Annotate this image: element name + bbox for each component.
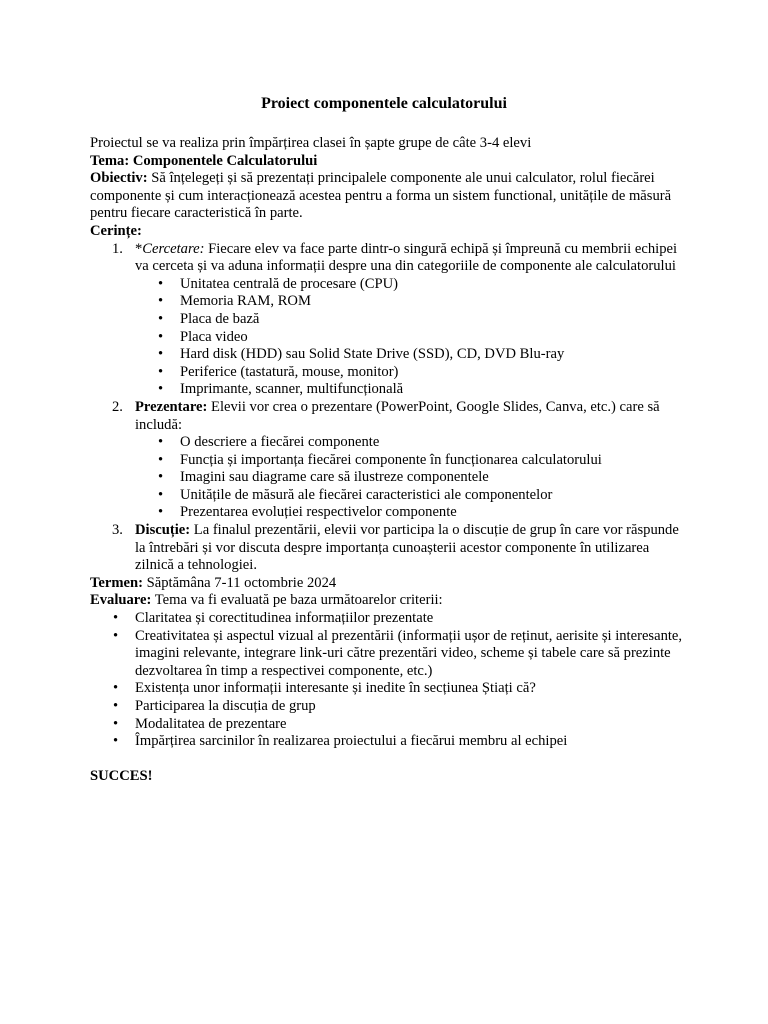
list-item-text: Imprimante, scanner, multifuncțională [180,381,404,398]
list-item-text: Participarea la discuția de grup [135,698,316,714]
blank-line [90,751,690,769]
bullet-icon: • [113,610,119,627]
cerinta-cercetare [90,241,690,399]
list-item [135,311,690,329]
bullet-icon: • [158,346,164,363]
termen-line [90,575,690,593]
list-item [135,452,690,470]
list-item [135,381,690,399]
evaluare-label: Evaluare: [90,592,152,609]
bullet-icon: • [158,451,164,468]
obiectiv-paragraph [90,170,690,223]
discutie-text: La finalul prezentării, elevii vor participa la o discuție de grup în care vor răspunde la întrebări și vor discuta despre importanța cunoașterii acestor componente în utilizarea zilnică a tehnologiei. [135,522,679,574]
bullet-icon: • [158,275,164,292]
termen-value: Săptămâna 7-11 octombrie 2024 [146,574,337,591]
discutie-label: Discuție: [135,522,191,539]
cercetare-label: Cercetare: [142,240,205,257]
list-item-text: Existența unor informații interesante și inedite în secțiunea Știați că? [135,680,536,697]
prezentare-text: Elevii vor crea o prezentare (PowerPoint, Google Slides, Canva, etc.) care să includă: [135,398,660,433]
list-item-text: Modalitatea de prezentare [135,715,287,732]
evaluare-text: Tema va fi evaluată pe baza următoarelor criterii: [154,592,443,609]
list-number: 2. [112,398,123,415]
cerinta-discutie [90,522,690,575]
bullet-icon: • [113,698,119,714]
list-item-text: Placa de bază [180,310,260,327]
list-number: 1. [112,240,123,257]
list-item-text: Hard disk (HDD) sau Solid State Drive (SSD), CD, DVD Blu-ray [180,346,565,363]
evaluare-line [90,592,690,610]
list-item-text: Placa video [180,328,248,345]
termen-label: Termen: [90,574,143,591]
cerinta-prezentare [90,399,690,522]
bullet-icon: • [158,486,164,503]
obiectiv-text: Să înțelegeți și să prezentați principalele componente ale unui calculator, rolul fiecărei componente și cum interacționează acestea pentru a forma un sistem functional, unitățile de măsură pentru fiecare caracteristică în parte. [90,170,672,222]
list-item [135,434,690,452]
list-item [90,610,690,628]
bullet-icon: • [158,504,164,521]
list-item-text: Prezentarea evoluției respectivelor componente [180,504,457,521]
list-number: 3. [112,522,123,539]
list-item [135,364,690,382]
document-body [90,135,690,786]
list-item-text: O descriere a fiecărei componente [180,434,380,451]
evaluation-criteria-list [90,610,690,751]
list-item [135,487,690,505]
bullet-icon: • [113,715,119,732]
list-item-text: Periferice (tastatură, mouse, monitor) [180,363,399,380]
list-item-text: Funcția și importanța fiecărei componente în funcționarea calculatorului [180,451,602,468]
cerinte-label: Cerințe: [90,222,142,239]
list-item-text: Memoria RAM, ROM [180,293,311,310]
list-item [135,346,690,364]
bullet-icon: • [158,328,164,345]
document-title: Proiect componentele calculatorului [261,95,507,112]
tema-line [90,153,690,171]
prezentare-label: Prezentare: [135,398,208,415]
bullet-icon: • [113,733,119,750]
bullet-icon: • [113,627,119,644]
cerinte-list [90,241,690,575]
list-item [90,716,690,734]
components-list [135,276,690,399]
cerinte-heading [90,223,690,241]
list-item [90,698,690,716]
intro-text: Proiectul se va realiza prin împărțirea clasei în șapte grupe de câte 3-4 elevi [90,135,532,151]
list-item [135,469,690,487]
list-item [135,504,690,522]
list-item [90,733,690,751]
tema-value: Componentele Calculatorului [132,152,318,169]
obiectiv-label: Obiectiv: [90,170,148,187]
list-item-text: Imagini sau diagrame care să ilustreze componentele [180,469,489,486]
bullet-icon: • [158,469,164,486]
bullet-icon: • [158,293,164,310]
list-item-text: Unitățile de măsură ale fiecărei caracteristici ale componentelor [180,486,553,503]
bullet-icon: • [158,381,164,398]
cercetare-text: Fiecare elev va face parte dintr-o singură echipă și împreună cu membrii echipei va cerceta și va aduna informații despre una din categoriile de componente ale calculatorului [135,240,678,275]
tema-label: Tema: [90,152,130,169]
list-item-text: Claritatea și corectitudinea informațiilor prezentate [135,610,434,627]
list-item [135,329,690,347]
bullet-icon: • [113,680,119,697]
list-item-text: Unitatea centrală de procesare (CPU) [180,275,398,292]
bullet-icon: • [158,310,164,327]
cercetare-prefix: * [135,240,143,257]
presentation-content-list [135,434,690,522]
list-item [90,680,690,698]
list-item [135,293,690,311]
list-item-text: Împărțirea sarcinilor în realizarea proiectului a fiecărui membru al echipei [135,733,568,750]
list-item [135,276,690,294]
closing-text: SUCCES! [90,768,153,785]
bullet-icon: • [158,363,164,380]
list-item-text: Creativitatea și aspectul vizual al prezentării (informații ușor de reținut, aerisite și interesante, imagini relevante, integrare link-uri către prezentări video, scheme și tabele care să prezinte dezvoltarea în timp a respectivei componente, etc.) [135,627,683,679]
bullet-icon: • [158,434,164,451]
list-item [90,628,690,681]
